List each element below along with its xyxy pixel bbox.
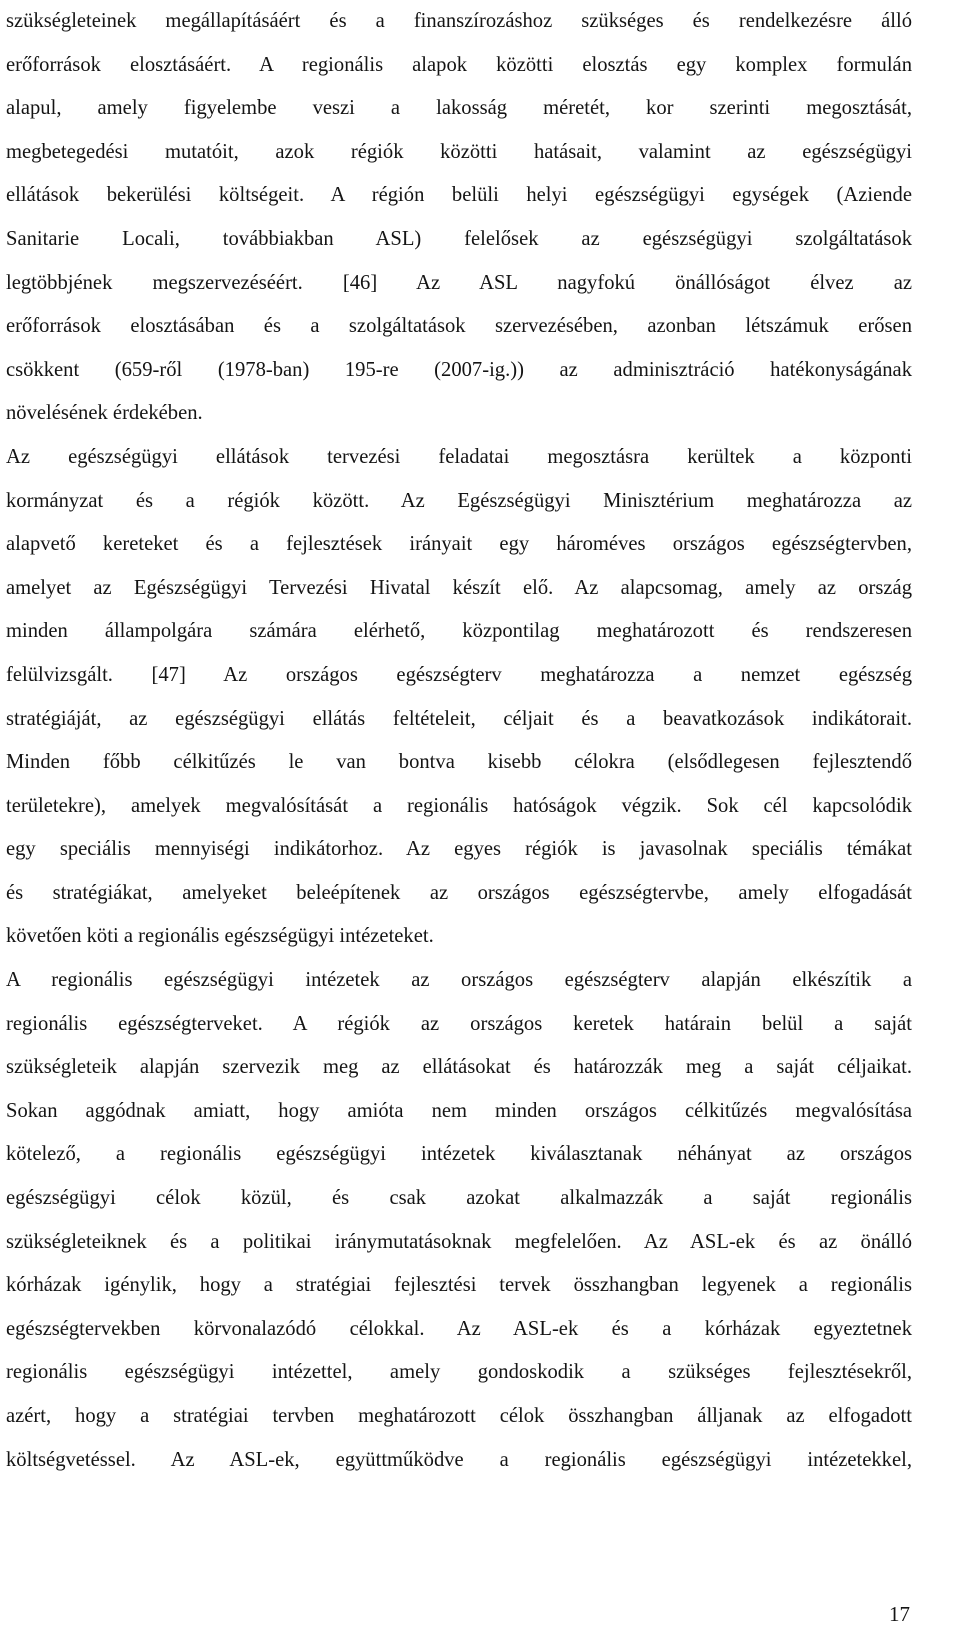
text-line: megbetegedési mutatóit, azok régiók közötti hatásait, valamint az egészségügyi <box>6 140 912 163</box>
text-line: kötelező, a regionális egészségügyi intézetek kiválasztanak néhányat az országos <box>6 1143 912 1166</box>
text-line: erőforrások elosztásáért. A regionális alapok közötti elosztás egy komplex formulán <box>6 53 912 76</box>
text-line: szükségleteiknek és a politikai iránymutatásoknak megfelelően. Az ASL-ek és az önálló <box>6 1230 912 1253</box>
text-line: költségvetéssel. Az ASL-ek, együttműködve a regionális egészségügyi intézetekkel, <box>6 1448 912 1471</box>
text-line: követően köti a regionális egészségügyi intézeteket. <box>6 925 434 948</box>
text-line: kórházak igénylik, hogy a stratégiai fejlesztési tervek összhangban legyenek a regionális <box>6 1274 912 1297</box>
text-line: regionális egészségügyi intézettel, amely gondoskodik a szükséges fejlesztésekről, <box>6 1361 912 1384</box>
text-line: és stratégiákat, amelyeket beleépítenek az országos egészségtervbe, amely elfogadását <box>6 881 912 904</box>
text-line: csökkent (659-ről (1978-ban) 195-re (2007-ig.)) az adminisztráció hatékonyságának <box>6 358 912 381</box>
text-line: alapul, amely figyelembe veszi a lakosság méretét, kor szerinti megosztását, <box>6 97 912 120</box>
text-line: egy speciális mennyiségi indikátorhoz. Az egyes régiók is javasolnak speciális témákat <box>6 838 912 861</box>
text-line: felülvizsgált. [47] Az országos egészségterv meghatározza a nemzet egészség <box>6 663 912 686</box>
text-line: alapvető kereteket és a fejlesztések irányait egy hároméves országos egészségtervben, <box>6 533 912 556</box>
text-line: növelésének érdekében. <box>6 402 203 425</box>
text-line: szükségleteinek megállapításáért és a finanszírozáshoz szükséges és rendelkezésre álló <box>6 10 912 32</box>
text-line: kormányzat és a régiók között. Az Egészségügyi Minisztérium meghatározza az <box>6 489 912 512</box>
text-line: egészségtervekben körvonalazódó célokkal. Az ASL-ek és a kórházak egyeztetnek <box>6 1317 912 1340</box>
page-number: 17 <box>889 1602 910 1626</box>
text-line: Sanitarie Locali, továbbiakban ASL) felelősek az egészségügyi szolgáltatások <box>6 227 912 250</box>
document-body <box>6 0 912 1482</box>
text-line: legtöbbjének megszervezéséért. [46] Az ASL nagyfokú önállóságot élvez az <box>6 271 912 294</box>
text-line: A regionális egészségügyi intézetek az országos egészségterv alapján elkészítik a <box>6 969 912 992</box>
text-line: Minden főbb célkitűzés le van bontva kisebb célokra (elsődlegesen fejlesztendő <box>6 751 912 774</box>
text-line: ellátások bekerülési költségeit. A régión belüli helyi egészségügyi egységek (Aziende <box>6 184 912 207</box>
text-line: minden állampolgára számára elérhető, központilag meghatározott és rendszeresen <box>6 620 912 643</box>
text-line: erőforrások elosztásában és a szolgáltatások szervezésében, azonban létszámuk erősen <box>6 315 912 338</box>
text-line: azért, hogy a stratégiai tervben meghatározott célok összhangban álljanak az elfogadott <box>6 1405 912 1427</box>
text-line: Az egészségügyi ellátások tervezési feladatai megosztásra kerültek a központi <box>6 445 912 468</box>
text-line: stratégiáját, az egészségügyi ellátás feltételeit, céljait és a beavatkozások indikátorait. <box>6 707 912 730</box>
text-line: területekre), amelyek megvalósítását a regionális hatóságok végzik. Sok cél kapcsolódik <box>6 794 912 817</box>
text-line: egészségügyi célok közül, és csak azokat alkalmazzák a saját regionális <box>6 1187 912 1210</box>
text-line: regionális egészségterveket. A régiók az országos keretek határain belül a saját <box>6 1012 912 1035</box>
text-line: amelyet az Egészségügyi Tervezési Hivatal készít elő. Az alapcsomag, amely az ország <box>6 576 912 599</box>
text-line: szükségleteik alapján szervezik meg az ellátásokat és határozzák meg a saját céljaikat. <box>6 1056 912 1079</box>
text-line: Sokan aggódnak amiatt, hogy amióta nem minden országos célkitűzés megvalósítása <box>6 1099 912 1122</box>
